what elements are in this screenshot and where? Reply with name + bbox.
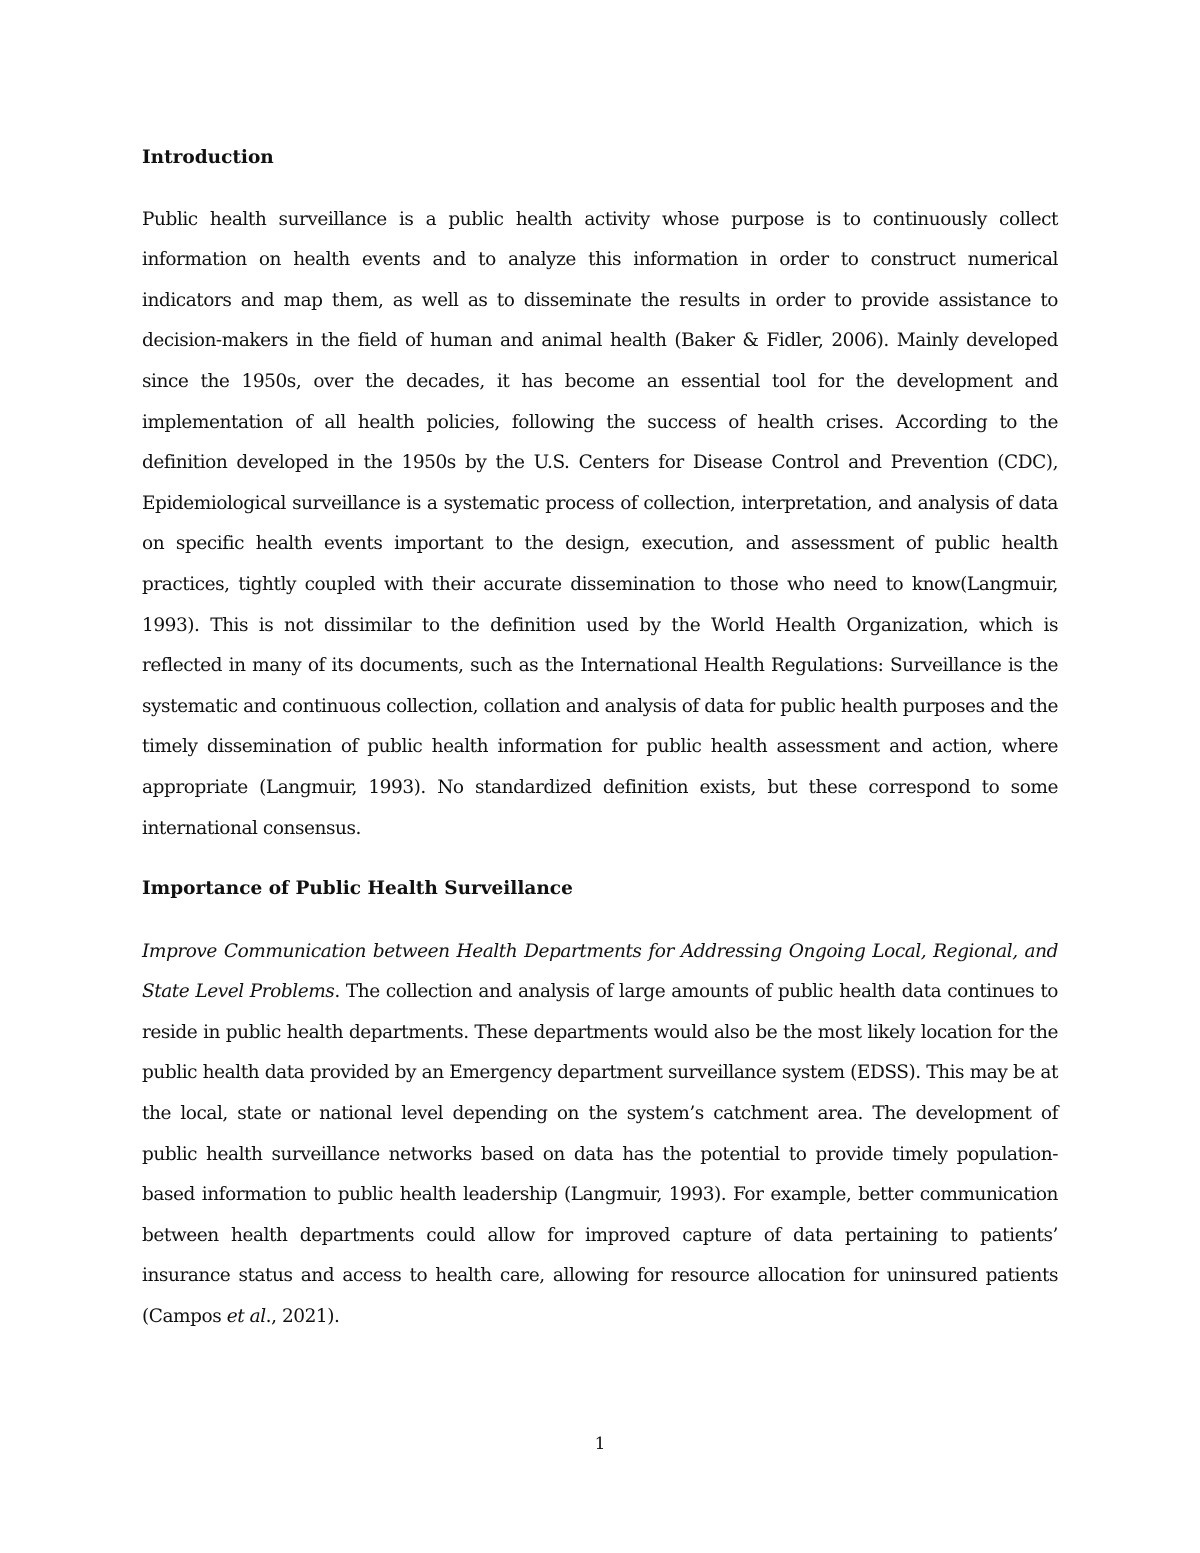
paragraph-text-part1: . The collection and analysis of large amounts of public health data continues to reside in public health departments. These departments would also be the most likely location for the public health data provided by an Emergency department surveillance system (EDSS). This may be at the local, state or national level depending on the system’s catchment area. The development of public health surveillance networks based on data has the potential to provide timely population-based information to public health leadership (Langmuir, 1993). For example, better communication between health departments could allow for improved capture of data pertaining to patients’ insurance status and access to health care, allowing for resource allocation for uninsured patients (Campos [142,981,1058,1328]
paragraph-text-part2: ., 2021). [265,1306,340,1328]
section-heading-introduction: Introduction [142,147,274,168]
importance-paragraph [142,932,1058,1338]
introduction-paragraph: Public health surveillance is a public health activity whose purpose is to continuously collect information on health events and to analyze this information in order to construct numerical indicators and map them, as well as to disseminate the results in order to provide assistance to decision-makers in the field of human and animal health (Baker & Fidler, 2006). Mainly developed since the 1950s, over the decades, it has become an essential tool for the development and implementation of all health policies, following the success of health crises. According to the definition developed in the 1950s by the U.S. Centers for Disease Control and Prevention (CDC), Epidemiological surveillance is a systematic process of collection, interpretation, and analysis of data on specific health events important to the design, execution, and assessment of public health practices, tightly coupled with their accurate dissemination to those who need to know(Langmuir, 1993). This is not dissimilar to the definition used by the World Health Organization, which is reflected in many of its documents, such as the International Health Regulations: Surveillance is the systematic and continuous collection, collation and analysis of data for public health purposes and the timely dissemination of public health information for public health assessment and action, where appropriate (Langmuir, 1993). No standardized definition exists, but these correspond to some international consensus. [142,208,1058,839]
page-number: 1 [594,1434,606,1454]
italic-subheading: Improve Communication between Health Departments for Addressing Ongoing Local, Regional, and State Level Problems [142,940,1058,1003]
page-content [142,138,1058,1338]
section-heading-importance: Importance of Public Health Surveillance [142,878,573,900]
paragraph-italic-etal: et al [226,1306,266,1328]
